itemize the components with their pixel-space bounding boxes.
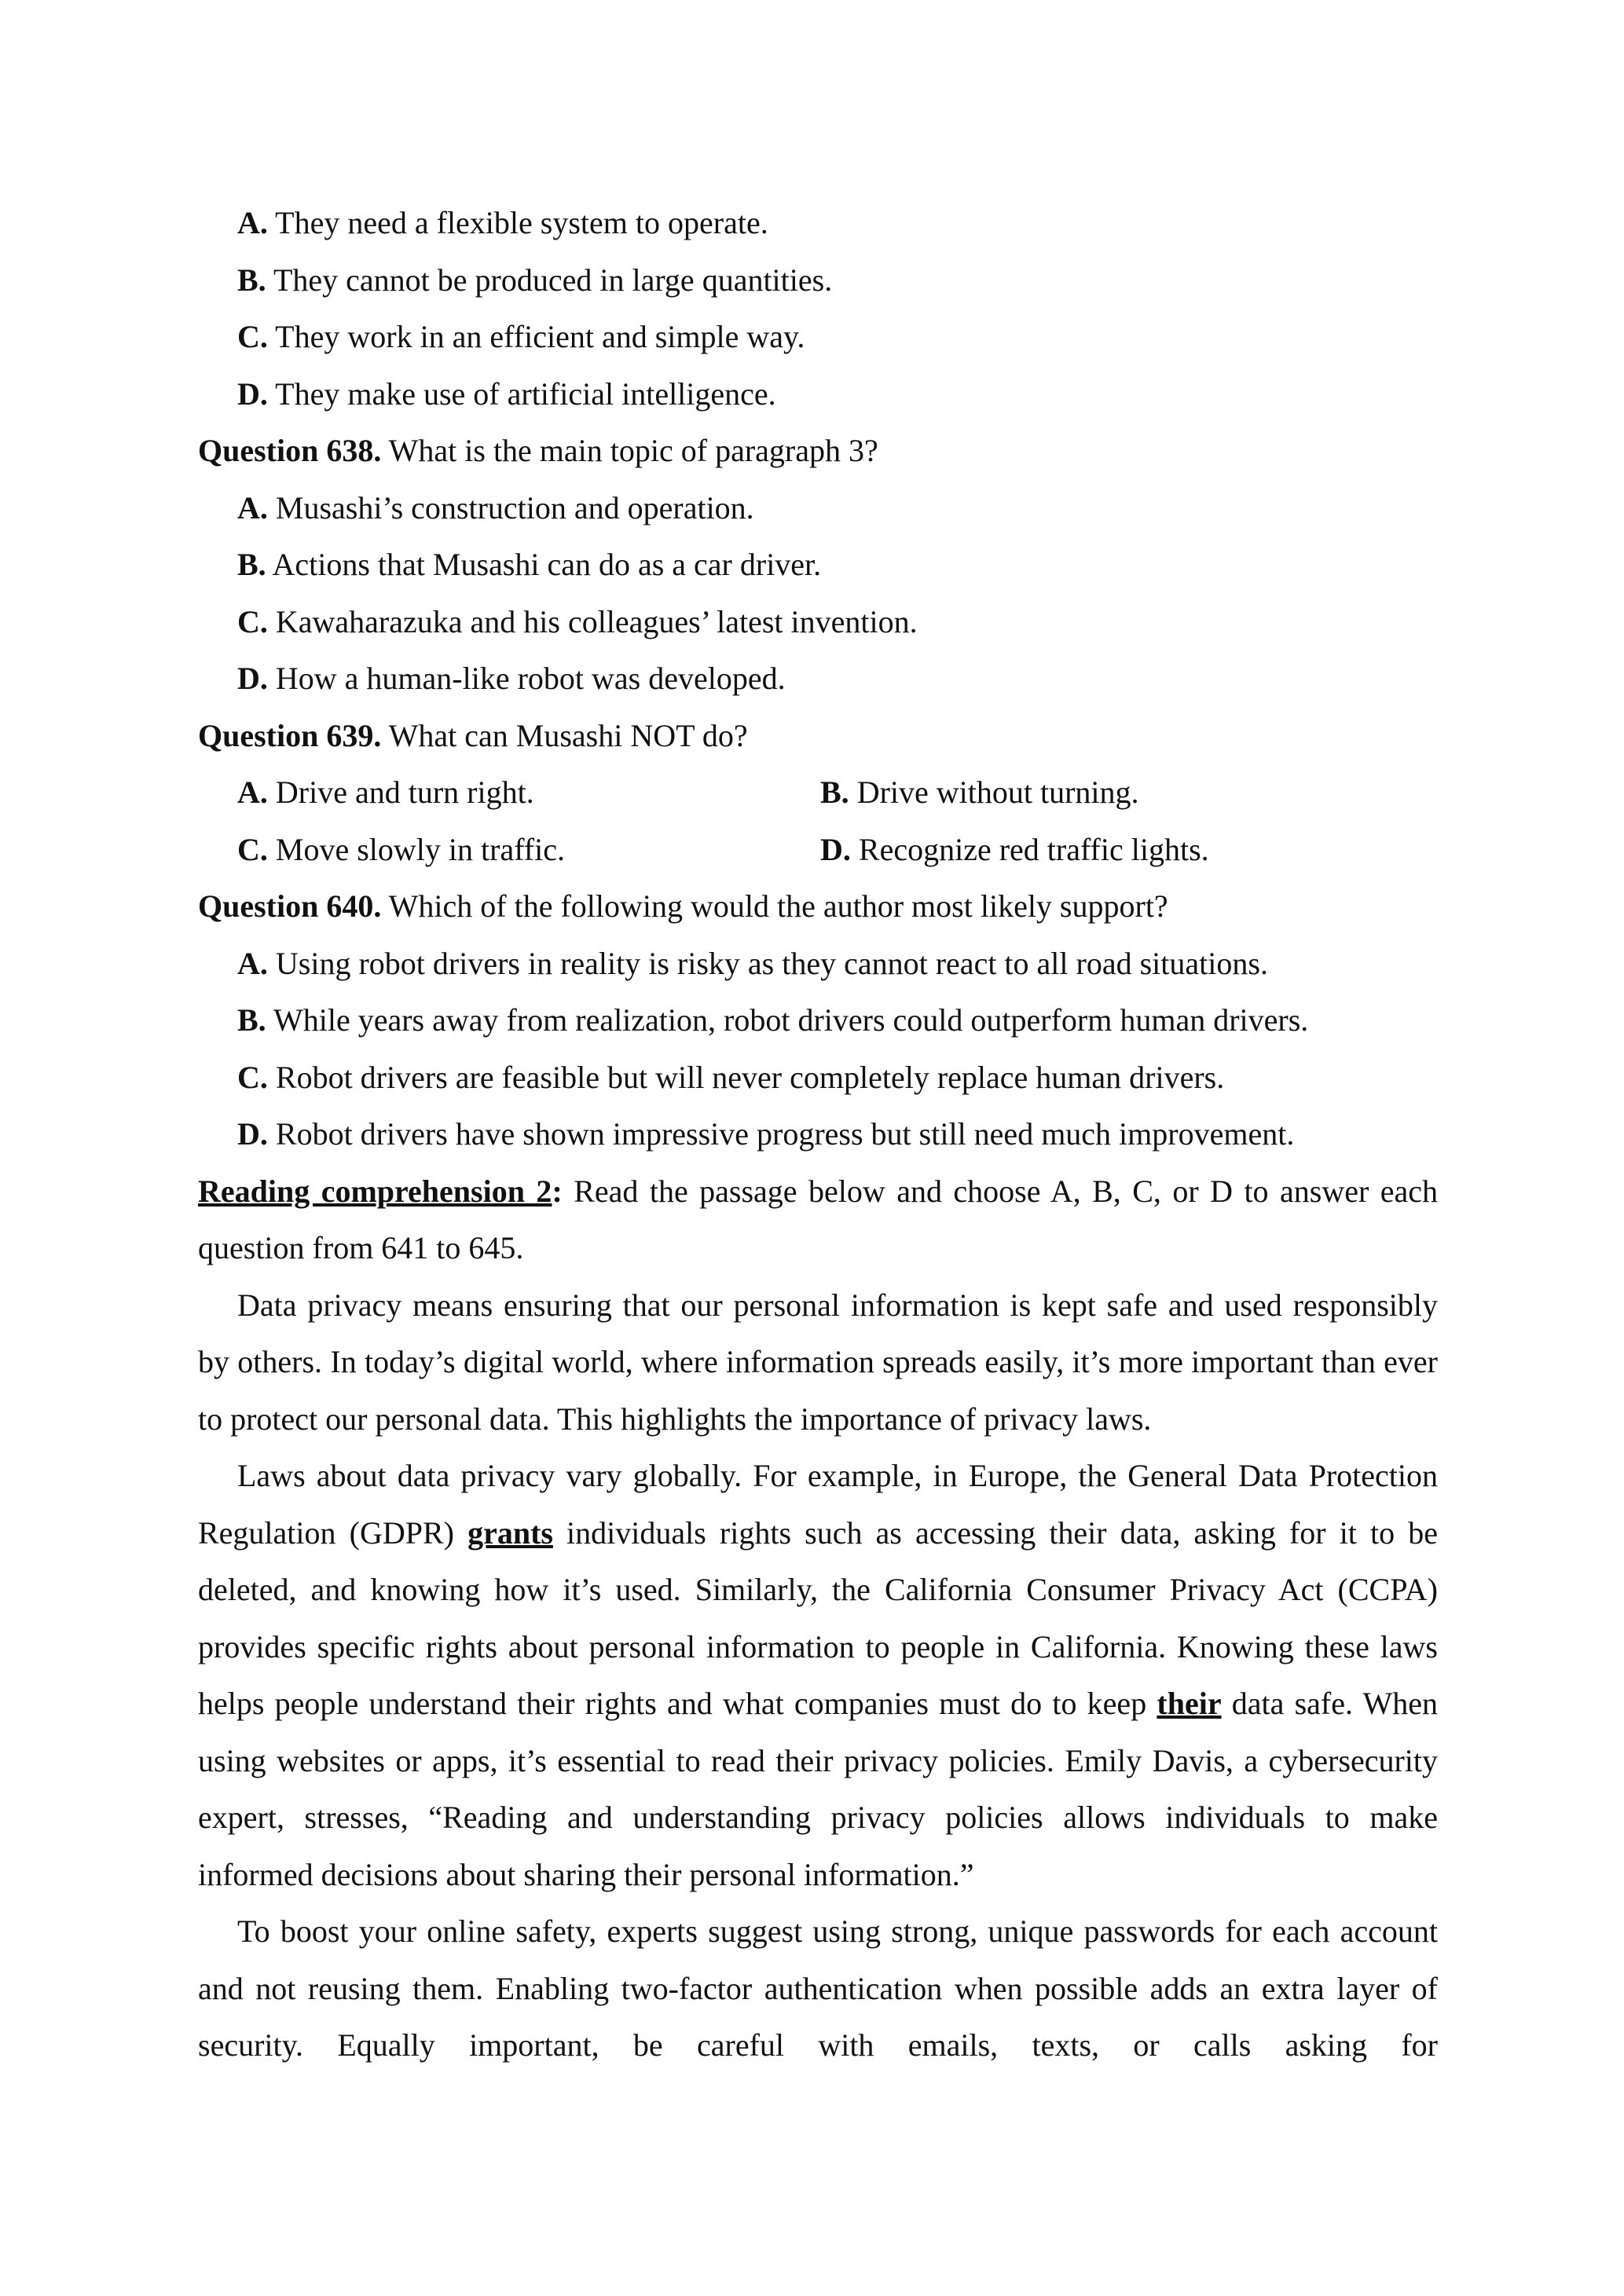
q639-options-row-1: [198, 764, 1438, 822]
q640-label: Question 640.: [198, 888, 382, 924]
q637-option-a: A. They need a flexible system to operate.: [237, 205, 768, 240]
q639-option-c: C. Move slowly in traffic.: [237, 831, 565, 867]
document-page: [198, 195, 1438, 2074]
q638-stem: Question 638. What is the main topic of paragraph 3?: [198, 433, 878, 468]
highlight-word-grants: grants: [467, 1514, 553, 1551]
q640-option-d: D. Robot drivers have shown impressive progress but still need much improvement.: [237, 1116, 1295, 1152]
highlight-word-their: their: [1157, 1686, 1222, 1721]
q640-option-b: B. While years away from realization, robot drivers could outperform human drivers.: [237, 1002, 1309, 1038]
q638-option-c: C. Kawaharazuka and his colleagues’ latest invention.: [237, 603, 918, 639]
q639-stem: Question 639. What can Musashi NOT do?: [198, 717, 748, 753]
q640-option-a: A. Using robot drivers in reality is risky as they cannot react to all road situations.: [237, 945, 1268, 981]
passage-paragraph-3: To boost your online safety, experts suggest using strong, unique passwords for each account and not reusing them. Enabling two-factor authentication when possible adds an extra layer of security. Equally important, be careful with emails, texts, or calls asking for: [198, 1913, 1438, 2063]
reading2-heading: Reading comprehension 2: [198, 1173, 552, 1209]
q637-option-d: D. They make use of artificial intelligence.: [237, 375, 776, 412]
q640-option-c: C. Robot drivers are feasible but will never completely replace human drivers.: [237, 1059, 1225, 1095]
q639-option-d: D. Recognize red traffic lights.: [820, 831, 1209, 867]
passage-paragraph-1: Data privacy means ensuring that our personal information is kept safe and used responsibly by others. In today’s digital world, where information spreads easily, it’s more important than ever to protect our personal data. This highlights the importance of privacy laws.: [198, 1287, 1438, 1437]
reading2-instruction: Reading comprehension 2: Read the passage below and choose A, B, C, or D to answer each question from 641 to 645.: [198, 1173, 1439, 1265]
q640-stem: Question 640. Which of the following would the author most likely support?: [198, 888, 1168, 924]
q639-label: Question 639.: [198, 717, 382, 753]
q638-option-b: B. Actions that Musashi can do as a car driver.: [237, 547, 822, 582]
passage-paragraph-2: Laws about data privacy vary globally. For example, in Europe, the General Data Protection Regulation (GDPR) grants individuals rights such as accessing their data, asking for it to be deleted, and knowing how it’s used. Similarly, the California Consumer Privacy Act (CCPA) provides specific rights about personal information to people in California. Knowing these laws helps people understand their rights and what companies must do to keep their data safe. When using websites or apps, it’s essential to read their privacy policies. Emily Davis, a cybersecurity expert, stresses, “Reading and understanding privacy policies allows individuals to make informed decisions about sharing their personal information.”: [198, 1458, 1438, 1892]
q639-option-b: B. Drive without turning.: [820, 774, 1139, 810]
q638-option-d: D. How a human-like robot was developed.: [237, 661, 786, 696]
q638-option-a: A. Musashi’s construction and operation.: [237, 489, 754, 525]
q637-option-b: B. They cannot be produced in large quantities.: [237, 262, 833, 298]
q638-label: Question 638.: [198, 433, 382, 468]
q637-option-c: C. They work in an efficient and simple way.: [237, 319, 805, 354]
q639-options-row-2: [198, 822, 1438, 879]
q639-option-a: A. Drive and turn right.: [237, 774, 534, 810]
